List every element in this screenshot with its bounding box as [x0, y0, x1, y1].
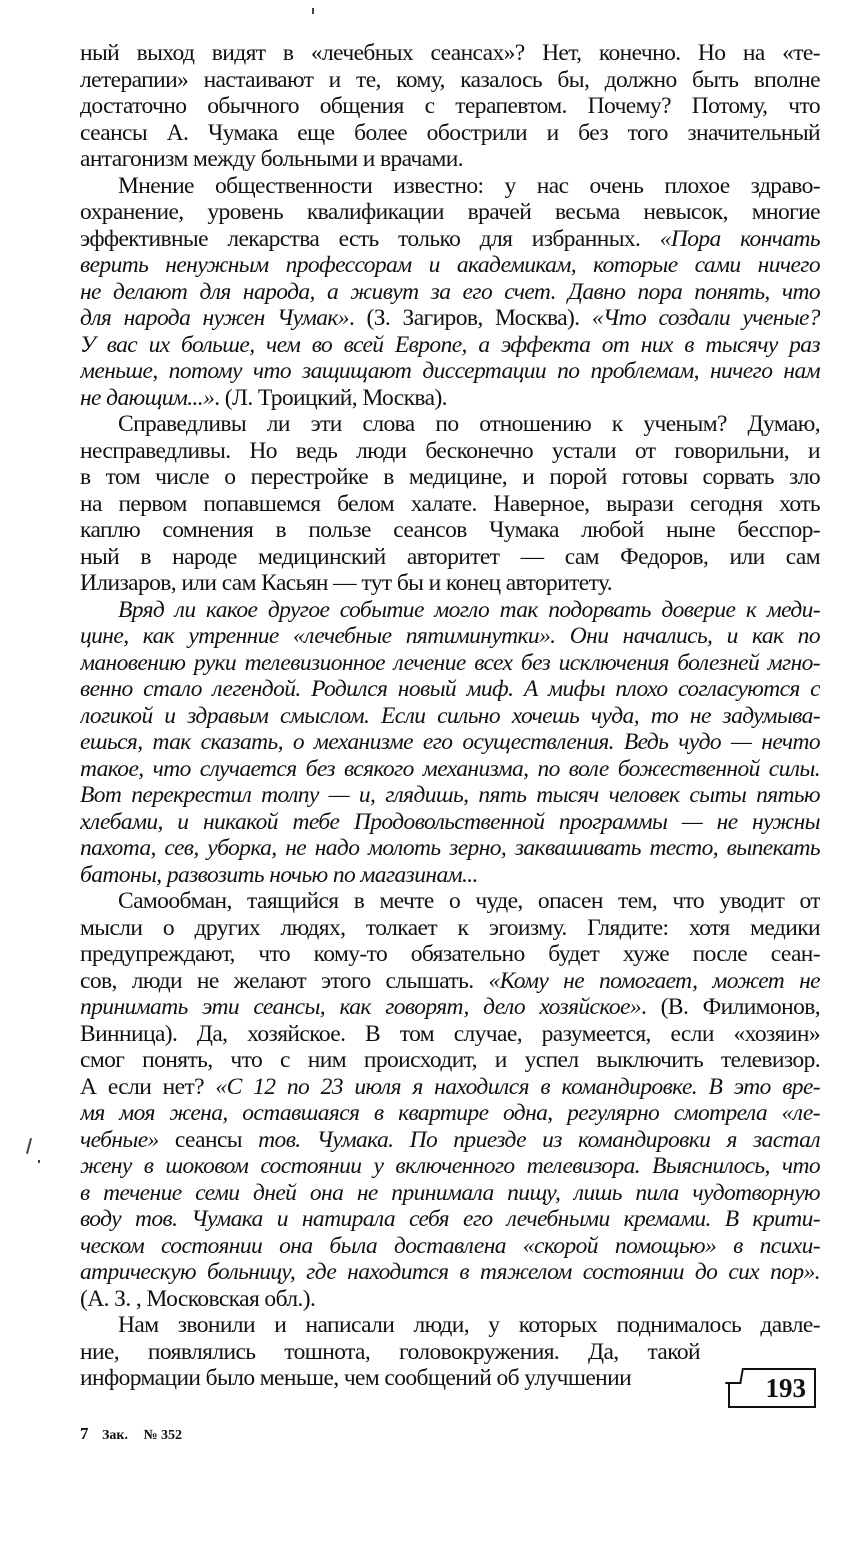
signature-mark: 7 — [80, 1424, 89, 1443]
italic-quote-text: Вряд ли какое другое событие могло так подорвать доверие к меди- — [118, 596, 820, 623]
italic-quote-text: в течение семи дней она не принимала пищу, лишь пила чудотворную — [80, 1179, 820, 1206]
text-line — [80, 1074, 820, 1101]
scan-speck — [38, 1160, 40, 1163]
body-text: эффективные лекарства есть только для избранных. — [80, 225, 660, 252]
text-line — [80, 650, 820, 677]
text-line — [80, 1021, 820, 1048]
text-line — [80, 1233, 820, 1260]
body-text: сеансы — [158, 1126, 259, 1153]
text-line — [80, 835, 820, 862]
italic-quote-text: не делают для народа, а живут за его счет. Давно пора понять, что — [80, 278, 820, 305]
body-text: ние, появлялись тошнота, головокружения. Да, такой — [80, 1338, 700, 1365]
text-line — [80, 226, 820, 253]
printer-footer — [80, 1424, 182, 1444]
body-text: предупреждают, что кому-то обязательно будет хуже после сеан- — [80, 941, 820, 967]
text-line — [80, 385, 820, 412]
text-line — [80, 1206, 820, 1233]
paragraph — [80, 888, 820, 1312]
italic-quote-text: «Пора кончать — [659, 225, 820, 252]
body-text: (А. З. , Московская обл.). — [80, 1285, 316, 1312]
italic-quote-text: цине, как утренние «лечебные пятиминутки». Они начались, и как по — [80, 623, 820, 649]
italic-quote-text: мановению руки телевизионное лечение всех без исключения болезней мгно- — [80, 649, 820, 676]
text-line — [80, 703, 820, 730]
text-line — [80, 782, 820, 809]
order-label: Зак. — [102, 1428, 128, 1443]
body-text: Нам звонили и написали люди, у которых поднималось давле- — [118, 1312, 820, 1338]
body-text: сов, люди не желают этого слышать. — [80, 967, 489, 994]
body-text: на первом попавшемся белом халате. Наверное, вырази сегодня хоть — [80, 490, 820, 517]
text-line — [80, 464, 820, 491]
italic-quote-text: ешься, так сказать, о механизме его осуществления. Ведь чудо — нечто — [80, 729, 820, 755]
paragraph — [80, 597, 820, 889]
body-text: в том числе о перестройке в медицине, и порой готовы сорвать зло — [80, 464, 820, 490]
italic-quote-text: логикой и здравым смыслом. Если сильно хочешь чуда, то не задумыва- — [80, 702, 820, 729]
text-line — [80, 1312, 820, 1339]
text-line — [80, 438, 820, 465]
text-line — [80, 1153, 820, 1180]
body-text: Винница). Да, хозяйское. В том случае, разумеется, если «хозяин» — [80, 1020, 820, 1047]
italic-quote-text: меньше, потому что защищают диссертации по проблемам, ничего нам — [80, 358, 820, 384]
text-line — [80, 1365, 700, 1392]
body-text: ный выход видят в «лечебных сеансах»? Нет, конечно. Но на «те- — [80, 40, 820, 66]
text-line — [80, 915, 820, 942]
text-line — [80, 305, 820, 332]
text-line — [80, 120, 820, 147]
italic-quote-text: ческом состоянии она была доставлена «скорой помощью» в психи- — [80, 1232, 820, 1259]
italic-quote-text: атрическую больницу, где находится в тяжелом состоянии до сих пор». — [80, 1259, 820, 1285]
text-line — [80, 93, 820, 120]
text-line — [80, 491, 820, 518]
scan-speck — [26, 1138, 32, 1154]
text-line — [80, 252, 820, 279]
text-line — [80, 676, 820, 703]
text-line — [80, 279, 820, 306]
text-line — [80, 173, 820, 200]
text-line — [80, 1047, 820, 1074]
body-text: . (Л. Троицкий, Москва). — [214, 384, 447, 411]
italic-quote-text: воду тов. Чумака и натирала себя его лечебными кремами. В крити- — [80, 1206, 820, 1232]
italic-quote-text: принимать эти сеансы, как говорят, дело хозяйское» — [80, 994, 642, 1020]
text-line — [80, 994, 820, 1021]
order-number: № 352 — [143, 1428, 183, 1443]
text-line — [80, 544, 820, 571]
body-text: . (З. Загиров, Москва). — [348, 305, 592, 331]
body-text: Самообман, таящийся в мечте о чуде, опасен тем, что уводит от — [118, 888, 820, 914]
text-line — [80, 199, 820, 226]
page-body — [80, 40, 820, 1392]
scan-speck — [312, 8, 314, 14]
body-text: Мнение общественности известно: у нас очень плохое здраво- — [118, 172, 820, 199]
text-line — [80, 1180, 820, 1207]
body-text: ный в народе медицинский авторитет — сам Федоров, или сам — [80, 543, 820, 570]
text-line — [80, 1100, 820, 1127]
body-text: мысли о других людях, толкает к эгоизму. Глядите: хотя медики — [80, 914, 820, 941]
paragraph — [80, 1312, 820, 1392]
italic-quote-text: «Что создали ученые? — [591, 305, 820, 331]
page-number-box — [728, 1368, 816, 1408]
italic-quote-text: чебные» — [80, 1126, 159, 1153]
text-line — [80, 358, 820, 385]
paragraph — [80, 173, 820, 412]
text-line — [80, 1259, 820, 1286]
italic-quote-text: «Кому не помогает, может не — [488, 967, 820, 994]
text-line — [80, 597, 820, 624]
body-text: Илизаров, или сам Касьян — тут бы и конец авторитету. — [80, 570, 613, 596]
text-line — [80, 941, 820, 968]
italic-quote-text: «С 12 по 23 июля я находился в командировке. В это вре- — [215, 1073, 820, 1100]
text-line — [80, 517, 820, 544]
body-text: охранение, уровень квалификации врачей весьма невысок, многие — [80, 199, 820, 225]
page-number: 193 — [765, 1373, 806, 1403]
text-line — [80, 862, 820, 889]
body-text: антагонизм между больными и врачами. — [80, 146, 464, 172]
text-line — [80, 1339, 700, 1366]
body-text: каплю сомнения в пользе сеансов Чумака любой ныне бесспор- — [80, 517, 820, 543]
italic-quote-text: батоны, развозить ночью по магазинам... — [80, 861, 478, 888]
body-text: летерапии» настаивают и те, кому, казалось бы, должно быть вполне — [80, 66, 820, 93]
italic-quote-text: хлебами, и никакой тебе Продовольственной программы — не нужны — [80, 808, 820, 835]
body-text: несправедливы. Но ведь люди бесконечно устали от говорильни, и — [80, 437, 820, 464]
italic-quote-text: пахота, сев, уборка, не надо молоть зерно, заквашивать тесто, выпекать — [80, 835, 820, 861]
body-text: Справедливы ли эти слова по отношению к ученым? Думаю, — [118, 411, 820, 437]
italic-quote-text: У вас их больше, чем во всей Европе, а эффекта от них в тысячу раз — [80, 331, 820, 358]
paragraph — [80, 40, 820, 173]
text-line — [80, 332, 820, 359]
body-text: смог понять, что с ним происходит, и успел выключить телевизор. — [80, 1047, 820, 1073]
italic-quote-text: тов. Чумака. По приезде из командировки я застал — [258, 1126, 820, 1153]
italic-quote-text: венно стало легендой. Родился новый миф. А мифы плохо согласуются с — [80, 676, 820, 702]
text-line — [80, 1127, 820, 1154]
body-text: информации было меньше, чем сообщений об улучшении — [80, 1365, 632, 1391]
text-line — [80, 729, 820, 756]
folded-corner-icon — [725, 1368, 744, 1384]
text-line — [80, 809, 820, 836]
italic-quote-text: такое, что случается без всякого механизма, по воле божественной силы. — [80, 755, 820, 782]
text-line — [80, 411, 820, 438]
italic-quote-text: для народа нужен Чумак» — [80, 305, 349, 331]
body-text: А если нет? — [80, 1073, 216, 1100]
italic-quote-text: мя моя жена, оставшаяся в квартире одна, регулярно смотрела «ле- — [80, 1100, 820, 1126]
italic-quote-text: не дающим...» — [80, 384, 215, 411]
body-text: сеансы А. Чумака еще более обострили и без того значительный — [80, 119, 820, 146]
text-line — [80, 40, 820, 67]
text-line — [80, 570, 820, 597]
text-line — [80, 756, 820, 783]
paragraph — [80, 411, 820, 597]
italic-quote-text: верить ненужным профессорам и академикам, которые сами ничего — [80, 252, 820, 278]
body-text: . (В. Филимонов, — [641, 994, 820, 1020]
text-line — [80, 623, 820, 650]
text-line — [80, 968, 820, 995]
text-line — [80, 888, 820, 915]
body-text: достаточно обычного общения с терапевтом. Почему? Потому, что — [80, 93, 820, 119]
italic-quote-text: жену в шоковом состоянии у включенного телевизора. Выяснилось, что — [80, 1153, 820, 1179]
text-line — [80, 67, 820, 94]
text-line — [80, 146, 820, 173]
text-line — [80, 1286, 820, 1313]
italic-quote-text: Вот перекрестил толпу — и, глядишь, пять тысяч человек сыты пятью — [80, 782, 820, 808]
